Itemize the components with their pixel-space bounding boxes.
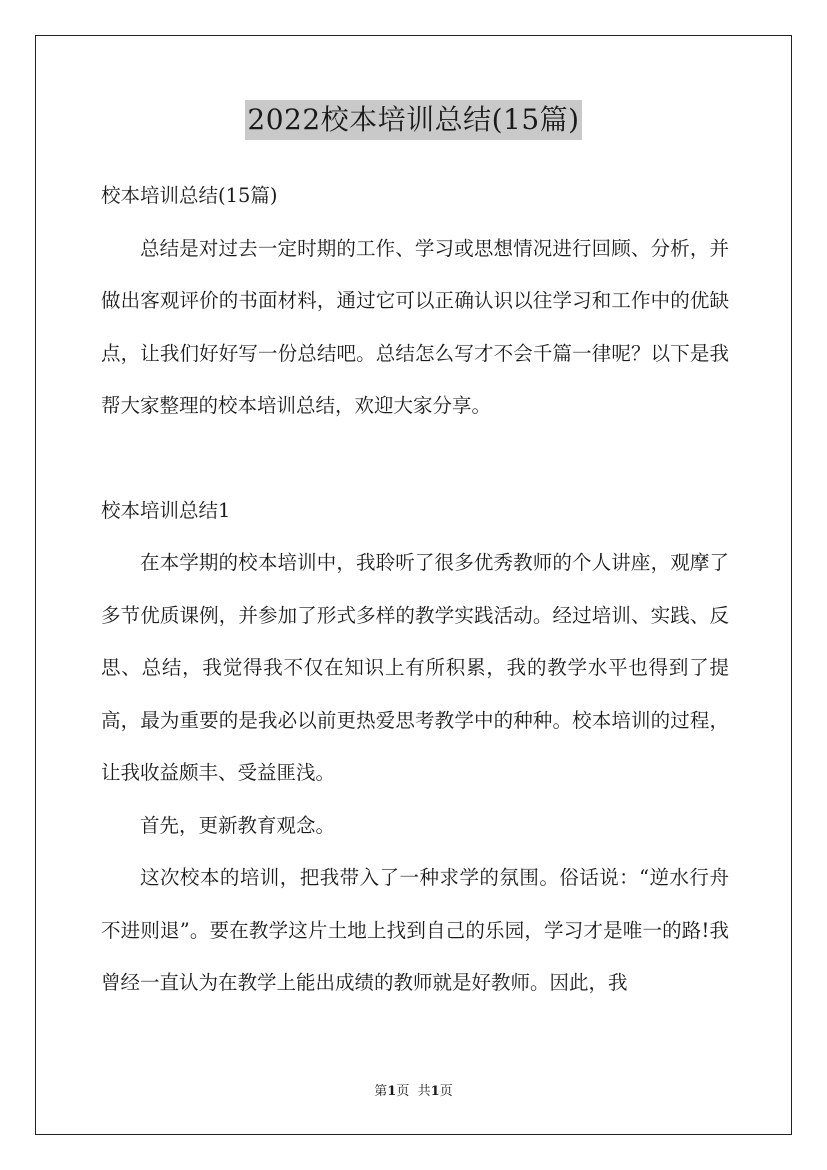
section-heading: 校本培训总结1 bbox=[101, 498, 231, 522]
page-suffix: 页 bbox=[396, 1084, 410, 1099]
body-paragraph: 这次校本的培训，把我带入了一种求学的氛围。俗话说：“逆水行舟不进则退”。要在教学这片土地上找到自己的乐园，学习才是唯一的路!我曾经一直认为在教学上能出成绩的教师就是好教师。因此，我 bbox=[101, 866, 729, 994]
total-suffix: 页 bbox=[439, 1084, 453, 1099]
page-number: 1 bbox=[387, 1084, 397, 1099]
document-body bbox=[101, 170, 729, 1010]
intro-paragraph: 总结是对过去一定时期的工作、学习或思想情况进行回顾、分析，并做出客观评价的书面材料，通过它可以正确认识以往学习和工作中的优缺点，让我们好好写一份总结吧。总结怎么写才不会千篇一律呢？以下是我帮大家整理的校本培训总结，欢迎大家分享。 bbox=[101, 236, 729, 417]
document-title: 2022校本培训总结(15篇) bbox=[245, 100, 581, 140]
total-prefix: 共 bbox=[417, 1084, 431, 1099]
section-spacer bbox=[101, 433, 729, 485]
page-prefix: 第 bbox=[374, 1084, 388, 1099]
body-paragraph: 首先，更新教育观念。 bbox=[140, 813, 336, 837]
total-pages: 1 bbox=[430, 1084, 440, 1099]
body-paragraph: 在本学期的校本培训中，我聆听了很多优秀教师的个人讲座，观摩了多节优质课例，并参加了形式多样的教学实践活动。经过培训、实践、反思、总结，我觉得我不仅在知识上有所积累，我的教学水平也得到了提高，最为重要的是我必以前更热爱思考教学中的种种。校本培训的过程，让我收益颇丰、受益匪浅。 bbox=[101, 551, 729, 784]
title-container bbox=[0, 100, 827, 140]
page-footer bbox=[0, 1083, 827, 1101]
intro-heading: 校本培训总结(15篇) bbox=[101, 184, 278, 207]
